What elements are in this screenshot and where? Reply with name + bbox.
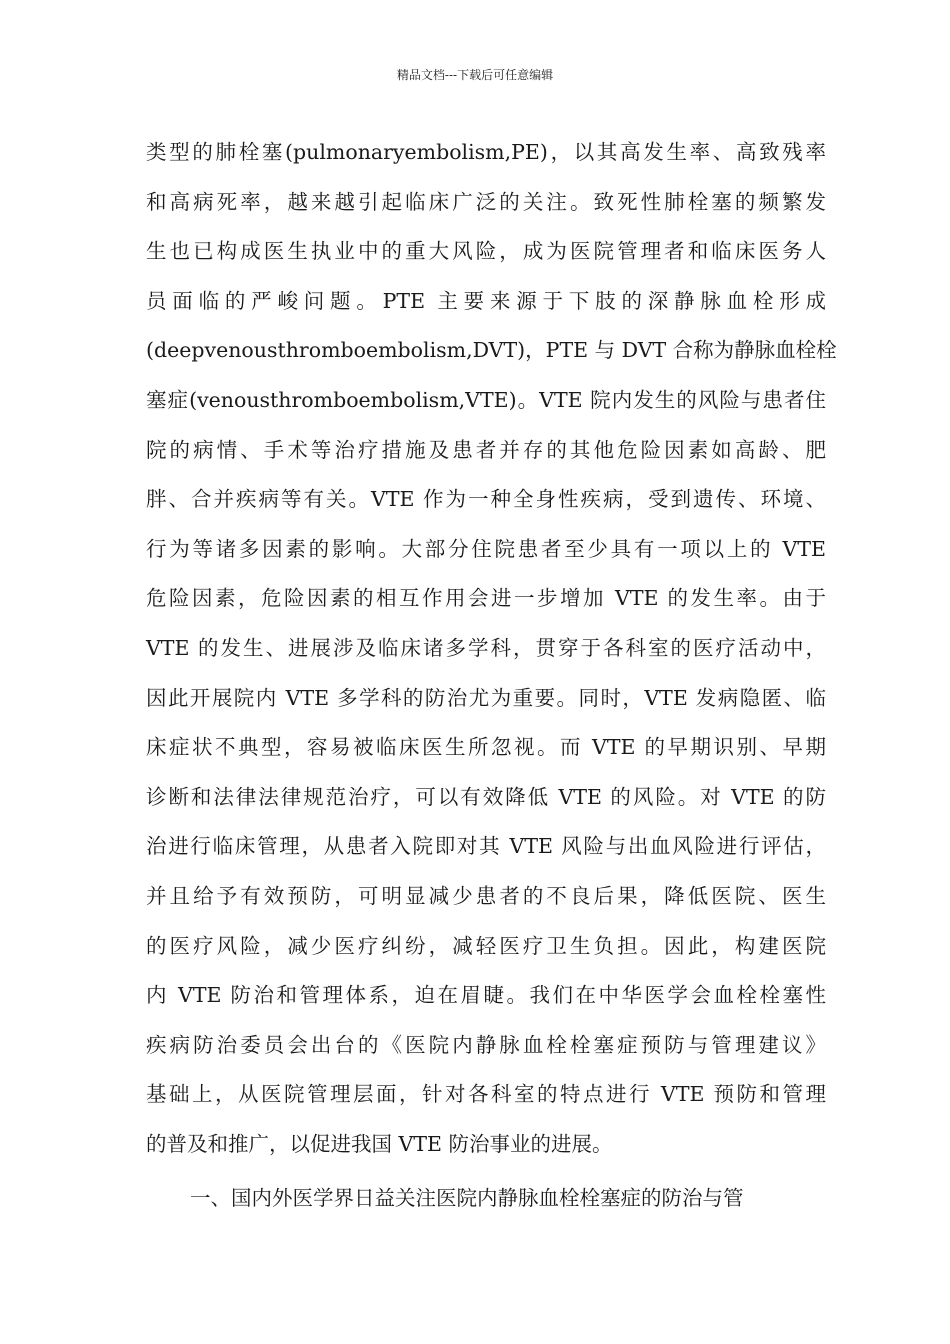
- paragraph-line: 院的病情、手术等治疗措施及患者并存的其他危险因素如高龄、肥: [146, 437, 826, 462]
- paragraph-line: 并且给予有效预防，可明显减少患者的不良后果，降低医院、医生: [146, 883, 826, 908]
- paragraph-line: 塞症(venousthromboembolism,VTE)。VTE 院内发生的风险与患者住: [146, 387, 826, 412]
- body-paragraph: [146, 134, 837, 1175]
- paragraph-line: 床症状不典型，容易被临床医生所忽视。而 VTE 的早期识别、早期: [146, 735, 826, 760]
- paragraph-line: VTE 的发生、进展涉及临床诸多学科，贯穿于各科室的医疗活动中，: [146, 635, 826, 660]
- section-heading: 一、国内外医学界日益关注医院内静脉血栓栓塞症的防治与管: [190, 1186, 744, 1210]
- paragraph-line: 胖、合并疾病等有关。VTE 作为一种全身性疾病，受到遗传、环境、: [146, 487, 826, 512]
- paragraph-line: 生也已构成医生执业中的重大风险，成为医院管理者和临床医务人: [146, 239, 826, 264]
- paragraph-line: 员面临的严峻问题。PTE 主要来源于下肢的深静脉血栓形成: [146, 288, 826, 313]
- paragraph-line: 和高病死率，越来越引起临床广泛的关注。致死性肺栓塞的频繁发: [146, 189, 826, 214]
- paragraph-line: 基础上，从医院管理层面，针对各科室的特点进行 VTE 预防和管理: [146, 1082, 826, 1107]
- paragraph-line: 的普及和推广，以促进我国 VTE 防治事业的进展。: [146, 1131, 613, 1156]
- paragraph-line: 内 VTE 防治和管理体系，迫在眉睫。我们在中华医学会血栓栓塞性: [146, 983, 826, 1008]
- paragraph-line: 类型的肺栓塞(pulmonaryembolism,PE)，以其高发生率、高致残率: [146, 140, 826, 164]
- paragraph-line: 行为等诸多因素的影响。大部分住院患者至少具有一项以上的 VTE: [146, 536, 826, 561]
- page-header: 精品文档---下载后可任意编辑: [396, 68, 554, 82]
- paragraph-line: (deepvenousthromboembolism,DVT)，PTE 与 DVT 合称为静脉血栓栓: [146, 338, 837, 363]
- paragraph-line: 的医疗风险，减少医疗纠纷，减轻医疗卫生负担。因此，构建医院: [146, 933, 826, 958]
- paragraph-line: 危险因素，危险因素的相互作用会进一步增加 VTE 的发生率。由于: [146, 586, 826, 611]
- paragraph-line: 治进行临床管理，从患者入院即对其 VTE 风险与出血风险进行评估，: [146, 834, 826, 859]
- paragraph-line: 诊断和法律法律规范治疗，可以有效降低 VTE 的风险。对 VTE 的防: [146, 784, 826, 809]
- paragraph-line: 疾病防治委员会出台的《医院内静脉血栓栓塞症预防与管理建议》: [146, 1032, 826, 1057]
- paragraph-line: 因此开展院内 VTE 多学科的防治尤为重要。同时，VTE 发病隐匿、临: [146, 685, 826, 710]
